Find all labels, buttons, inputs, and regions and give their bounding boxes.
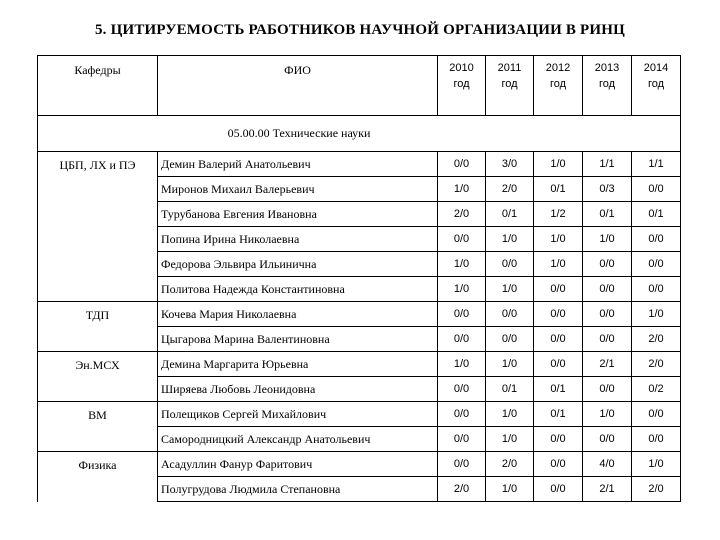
value-cell: 0/2 bbox=[632, 377, 681, 402]
value-cell: 0/0 bbox=[438, 377, 486, 402]
name-cell: Федорова Эльвира Ильинична bbox=[158, 252, 438, 277]
value-cell: 2/0 bbox=[438, 477, 486, 502]
value-cell: 0/1 bbox=[632, 202, 681, 227]
value-cell: 1/0 bbox=[632, 452, 681, 477]
value-cell: 0/0 bbox=[534, 352, 583, 377]
value-cell: 0/0 bbox=[632, 427, 681, 452]
citation-table bbox=[37, 55, 681, 502]
value-cell: 1/1 bbox=[583, 152, 632, 177]
value-cell: 0/0 bbox=[632, 402, 681, 427]
value-cell: 2/0 bbox=[486, 452, 534, 477]
value-cell: 1/0 bbox=[486, 402, 534, 427]
value-cell: 1/0 bbox=[486, 427, 534, 452]
value-cell: 1/0 bbox=[632, 302, 681, 327]
value-cell: 0/0 bbox=[438, 302, 486, 327]
value-cell: 0/0 bbox=[534, 302, 583, 327]
header-year-number: 2011 bbox=[497, 62, 522, 74]
value-cell: 2/0 bbox=[486, 177, 534, 202]
value-cell: 1/0 bbox=[486, 477, 534, 502]
value-cell: 0/0 bbox=[632, 227, 681, 252]
value-cell: 1/0 bbox=[534, 252, 583, 277]
value-cell: 2/0 bbox=[438, 202, 486, 227]
value-cell: 0/0 bbox=[438, 427, 486, 452]
value-cell: 0/0 bbox=[438, 227, 486, 252]
header-year-number: 2013 bbox=[594, 62, 620, 74]
value-cell: 1/0 bbox=[438, 277, 486, 302]
dept-cell: Эн.МСХ bbox=[38, 352, 158, 402]
value-cell: 3/0 bbox=[486, 152, 534, 177]
dept-cell: ЦБП, ЛХ и ПЭ bbox=[38, 152, 158, 302]
value-cell: 1/0 bbox=[583, 227, 632, 252]
table-row bbox=[38, 452, 681, 477]
name-cell: Турубанова Евгения Ивановна bbox=[158, 202, 438, 227]
value-cell: 0/0 bbox=[534, 452, 583, 477]
value-cell: 1/0 bbox=[534, 152, 583, 177]
value-cell: 1/0 bbox=[534, 227, 583, 252]
header-year-2014 bbox=[632, 56, 681, 116]
value-cell: 0/0 bbox=[486, 252, 534, 277]
value-cell: 0/1 bbox=[486, 202, 534, 227]
dept-cell: Физика bbox=[38, 452, 158, 502]
value-cell: 1/0 bbox=[438, 177, 486, 202]
header-year-2012 bbox=[534, 56, 583, 116]
value-cell: 1/2 bbox=[534, 202, 583, 227]
name-cell: Цыгарова Марина Валентиновна bbox=[158, 327, 438, 352]
table-row bbox=[38, 152, 681, 177]
value-cell: 0/0 bbox=[583, 277, 632, 302]
header-year-suffix: год bbox=[598, 78, 616, 90]
value-cell: 0/0 bbox=[534, 277, 583, 302]
section-title: 05.00.00 Технические науки bbox=[38, 116, 681, 152]
dept-cell: ТДП bbox=[38, 302, 158, 352]
name-cell: Полещиков Сергей Михайлович bbox=[158, 402, 438, 427]
table-row bbox=[38, 402, 681, 427]
name-cell: Ширяева Любовь Леонидовна bbox=[158, 377, 438, 402]
value-cell: 4/0 bbox=[583, 452, 632, 477]
header-departments: Кафедры bbox=[38, 56, 158, 116]
value-cell: 2/0 bbox=[632, 352, 681, 377]
value-cell: 1/0 bbox=[486, 352, 534, 377]
value-cell: 0/0 bbox=[438, 327, 486, 352]
header-year-suffix: год bbox=[647, 78, 665, 90]
value-cell: 0/0 bbox=[486, 327, 534, 352]
header-year-number: 2014 bbox=[643, 62, 669, 74]
name-cell: Попина Ирина Николаевна bbox=[158, 227, 438, 252]
name-cell: Демина Маргарита Юрьевна bbox=[158, 352, 438, 377]
value-cell: 0/0 bbox=[583, 252, 632, 277]
value-cell: 0/1 bbox=[534, 377, 583, 402]
value-cell: 0/0 bbox=[534, 427, 583, 452]
value-cell: 1/1 bbox=[632, 152, 681, 177]
value-cell: 0/0 bbox=[534, 327, 583, 352]
value-cell: 0/0 bbox=[583, 377, 632, 402]
value-cell: 0/0 bbox=[632, 277, 681, 302]
value-cell: 0/0 bbox=[438, 402, 486, 427]
value-cell: 0/0 bbox=[583, 427, 632, 452]
value-cell: 0/0 bbox=[583, 302, 632, 327]
header-year-2011 bbox=[486, 56, 534, 116]
name-cell: Асадуллин Фанур Фаритович bbox=[158, 452, 438, 477]
value-cell: 2/1 bbox=[583, 477, 632, 502]
value-cell: 0/1 bbox=[534, 177, 583, 202]
value-cell: 0/3 bbox=[583, 177, 632, 202]
header-row bbox=[38, 56, 681, 116]
header-year-2010 bbox=[438, 56, 486, 116]
page-title: 5. ЦИТИРУЕМОСТЬ РАБОТНИКОВ НАУЧНОЙ ОРГАНИЗАЦИИ В РИНЦ bbox=[94, 22, 626, 38]
value-cell: 0/0 bbox=[438, 152, 486, 177]
value-cell: 2/0 bbox=[632, 477, 681, 502]
header-name: ФИО bbox=[158, 56, 438, 116]
value-cell: 1/0 bbox=[583, 402, 632, 427]
dept-cell: ВМ bbox=[38, 402, 158, 452]
header-year-number: 2010 bbox=[449, 62, 474, 74]
value-cell: 1/0 bbox=[486, 277, 534, 302]
header-year-suffix: год bbox=[453, 78, 470, 90]
value-cell: 0/1 bbox=[583, 202, 632, 227]
section-row bbox=[38, 116, 681, 152]
value-cell: 1/0 bbox=[438, 252, 486, 277]
header-year-suffix: год bbox=[501, 78, 518, 90]
value-cell: 0/1 bbox=[534, 402, 583, 427]
value-cell: 0/0 bbox=[438, 452, 486, 477]
header-year-suffix: год bbox=[549, 78, 567, 90]
value-cell: 0/0 bbox=[583, 327, 632, 352]
name-cell: Миронов Михаил Валерьевич bbox=[158, 177, 438, 202]
table-row bbox=[38, 352, 681, 377]
value-cell: 1/0 bbox=[486, 227, 534, 252]
header-year-number: 2012 bbox=[545, 62, 571, 74]
value-cell: 1/0 bbox=[438, 352, 486, 377]
name-cell: Кочева Мария Николаевна bbox=[158, 302, 438, 327]
value-cell: 0/0 bbox=[486, 302, 534, 327]
value-cell: 2/0 bbox=[632, 327, 681, 352]
table-row bbox=[38, 302, 681, 327]
name-cell: Полугрудова Людмила Степановна bbox=[158, 477, 438, 502]
name-cell: Самородницкий Александр Анатольевич bbox=[158, 427, 438, 452]
value-cell: 0/0 bbox=[632, 252, 681, 277]
name-cell: Политова Надежда Константиновна bbox=[158, 277, 438, 302]
value-cell: 0/0 bbox=[534, 477, 583, 502]
name-cell: Демин Валерий Анатольевич bbox=[158, 152, 438, 177]
header-year-2013 bbox=[583, 56, 632, 116]
value-cell: 0/0 bbox=[632, 177, 681, 202]
value-cell: 2/1 bbox=[583, 352, 632, 377]
value-cell: 0/1 bbox=[486, 377, 534, 402]
